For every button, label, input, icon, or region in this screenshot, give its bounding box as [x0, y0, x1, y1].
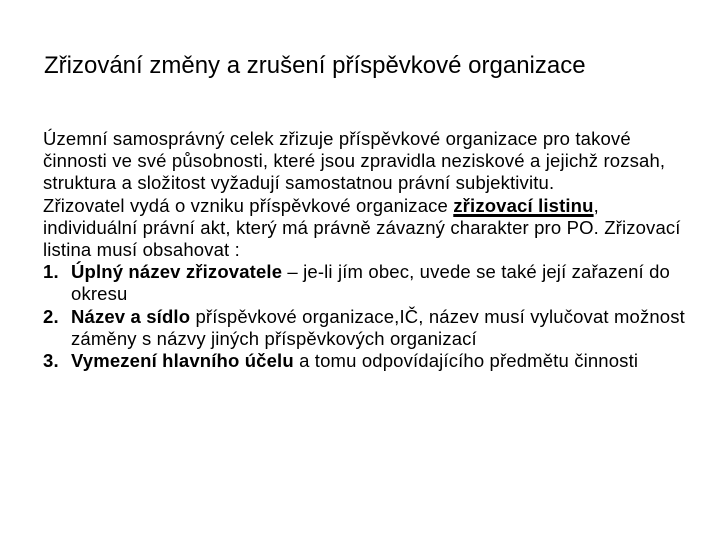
paragraph-intro: Územní samosprávný celek zřizuje příspěvkové organizace pro takové činnosti ve své působnosti, které jsou zpravidla neziskové a jejichž rozsah, struktura a složitost vyžadují samostatnou právní subjektivitu. — [43, 128, 666, 194]
list-number: 3. — [43, 350, 59, 372]
list-number: 1. — [43, 261, 59, 283]
list-item — [43, 306, 693, 350]
paragraph-founding-text-after: , individuální právní akt, který má právně závazný charakter pro PO. Zřizovací listina musí obsahovat : — [43, 194, 681, 261]
list-item-text: a tomu odpovídajícího předmětu činnosti — [293, 350, 639, 372]
list-item-text: – je-li jím obec, uvede se také její zařazení do okresu — [71, 261, 670, 305]
list-item-heading: Název a sídlo — [71, 305, 191, 327]
founding-document-term: zřizovací listinu — [453, 194, 594, 216]
slide-content — [43, 128, 693, 372]
requirements-list — [43, 261, 693, 372]
list-item-heading: Úplný název zřizovatele — [71, 261, 283, 283]
list-item-text: příspěvkové organizace,IČ, název musí vylučovat možnost záměny s názvy jiných příspěvkových organizací — [71, 305, 685, 349]
list-item — [43, 261, 693, 305]
list-number: 2. — [43, 305, 59, 327]
slide-title: Zřizování změny a zrušení příspěvkové organizace — [44, 52, 586, 79]
list-item — [43, 350, 693, 372]
paragraph-founding-text-before: Zřizovatel vydá o vzniku příspěvkové organizace — [43, 194, 454, 216]
paragraph-founding-document — [43, 195, 693, 262]
list-item-heading: Vymezení hlavního účelu — [71, 350, 294, 372]
